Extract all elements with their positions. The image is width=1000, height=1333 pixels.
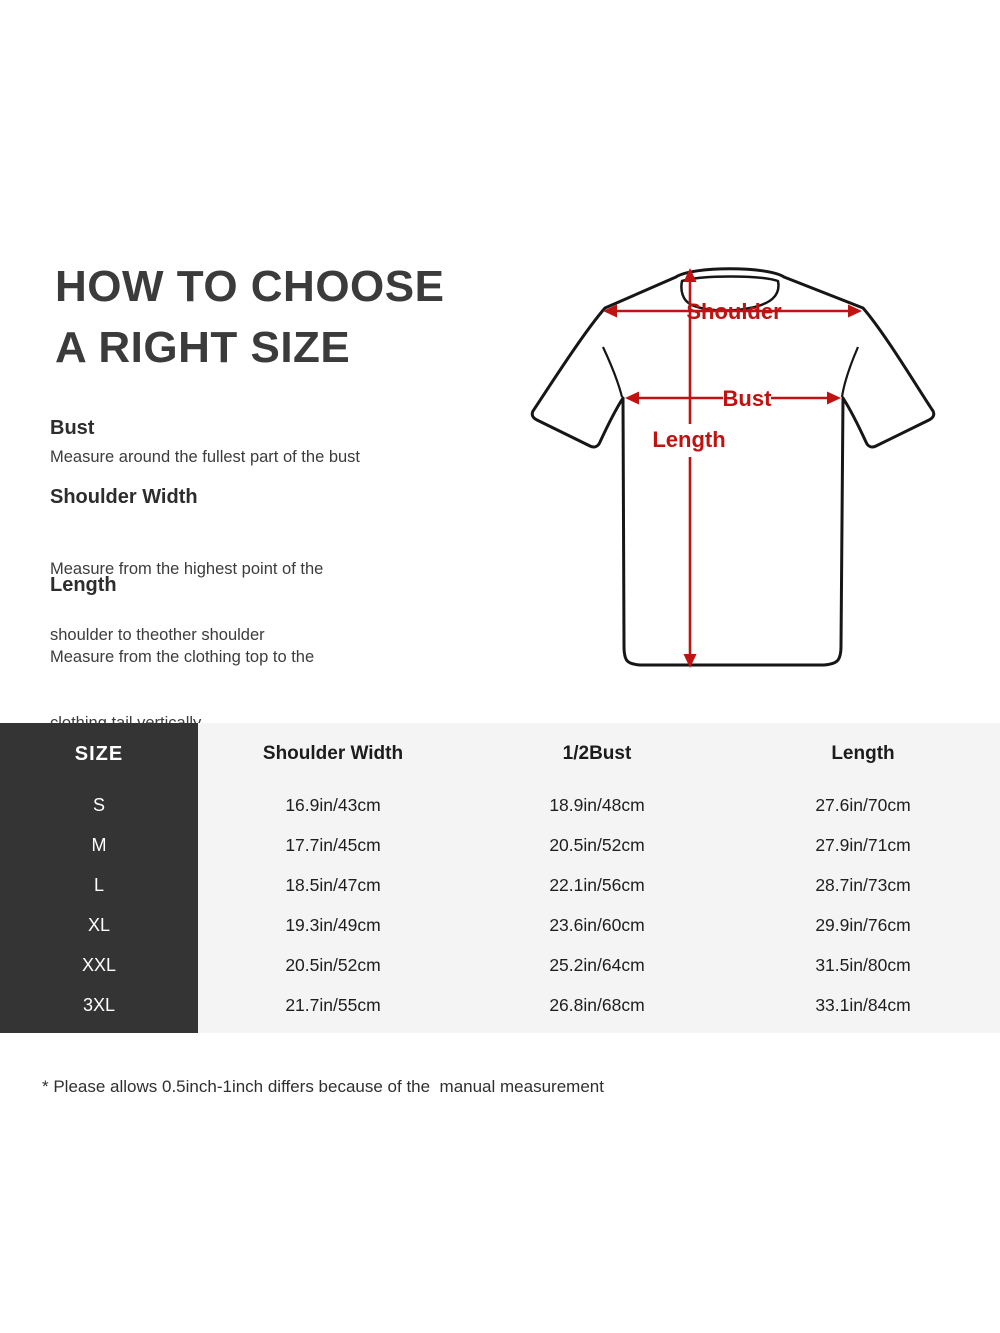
size-table (0, 723, 1000, 1033)
bust-heading: Bust (50, 417, 95, 439)
table-row (0, 785, 1000, 825)
page-title-line2: A RIGHT SIZE (55, 323, 351, 372)
cell-half-bust: 25.2in/64cm (549, 954, 645, 975)
shoulder-width-heading: Shoulder Width (50, 486, 198, 508)
shoulder-label: Shoulder (686, 299, 782, 324)
cell-length: 31.5in/80cm (815, 954, 911, 975)
row-size-label: L (93, 874, 104, 895)
table-row (0, 825, 1000, 865)
row-size-label: XXL (81, 954, 117, 975)
table-row (0, 945, 1000, 985)
length-description-line1: Measure from the clothing top to the (50, 648, 315, 666)
bust-description: Measure around the fullest part of the bust (50, 448, 361, 466)
table-row (0, 905, 1000, 945)
tshirt-measurement-diagram (505, 248, 955, 678)
cell-length: 28.7in/73cm (815, 874, 911, 895)
cell-half-bust: 23.6in/60cm (549, 914, 645, 935)
cell-shoulder-width: 21.7in/55cm (285, 994, 381, 1015)
table-row (0, 985, 1000, 1025)
cell-half-bust: 18.9in/48cm (549, 794, 645, 815)
shoulder-width-description-line2: shoulder to theother shoulder (50, 626, 265, 644)
row-size-label: M (91, 834, 107, 855)
header-size: SIZE (74, 742, 124, 765)
size-table-grid (0, 723, 1000, 1033)
bust-label: Bust (722, 386, 772, 411)
length-label: Length (652, 427, 726, 452)
measurement-disclaimer: * Please allows 0.5inch-1inch differs because of the manual measurement (42, 1077, 604, 1096)
cell-shoulder-width: 18.5in/47cm (285, 874, 381, 895)
cell-half-bust: 20.5in/52cm (549, 834, 645, 855)
cell-length: 27.9in/71cm (815, 834, 911, 855)
cell-length: 33.1in/84cm (815, 994, 911, 1015)
cell-shoulder-width: 17.7in/45cm (285, 834, 381, 855)
row-size-label: 3XL (82, 994, 116, 1015)
cell-half-bust: 22.1in/56cm (549, 874, 645, 895)
shoulder-width-description-line1: Measure from the highest point of the (50, 560, 324, 578)
row-size-label: XL (87, 914, 111, 935)
page-title (55, 256, 444, 378)
header-shoulder-width: Shoulder Width (262, 743, 404, 764)
row-size-label: S (92, 794, 105, 815)
cell-shoulder-width: 20.5in/52cm (285, 954, 381, 975)
length-heading: Length (50, 574, 117, 596)
header-length: Length (831, 743, 895, 764)
page-title-line1: HOW TO CHOOSE (55, 262, 445, 311)
table-row (0, 865, 1000, 905)
cell-half-bust: 26.8in/68cm (549, 994, 645, 1015)
cell-length: 27.6in/70cm (815, 794, 911, 815)
table-header-row (0, 723, 1000, 785)
header-half-bust: 1/2Bust (562, 743, 632, 764)
cell-shoulder-width: 19.3in/49cm (285, 914, 381, 935)
tshirt-outline (532, 269, 934, 665)
cell-length: 29.9in/76cm (815, 914, 911, 935)
cell-shoulder-width: 16.9in/43cm (285, 794, 381, 815)
